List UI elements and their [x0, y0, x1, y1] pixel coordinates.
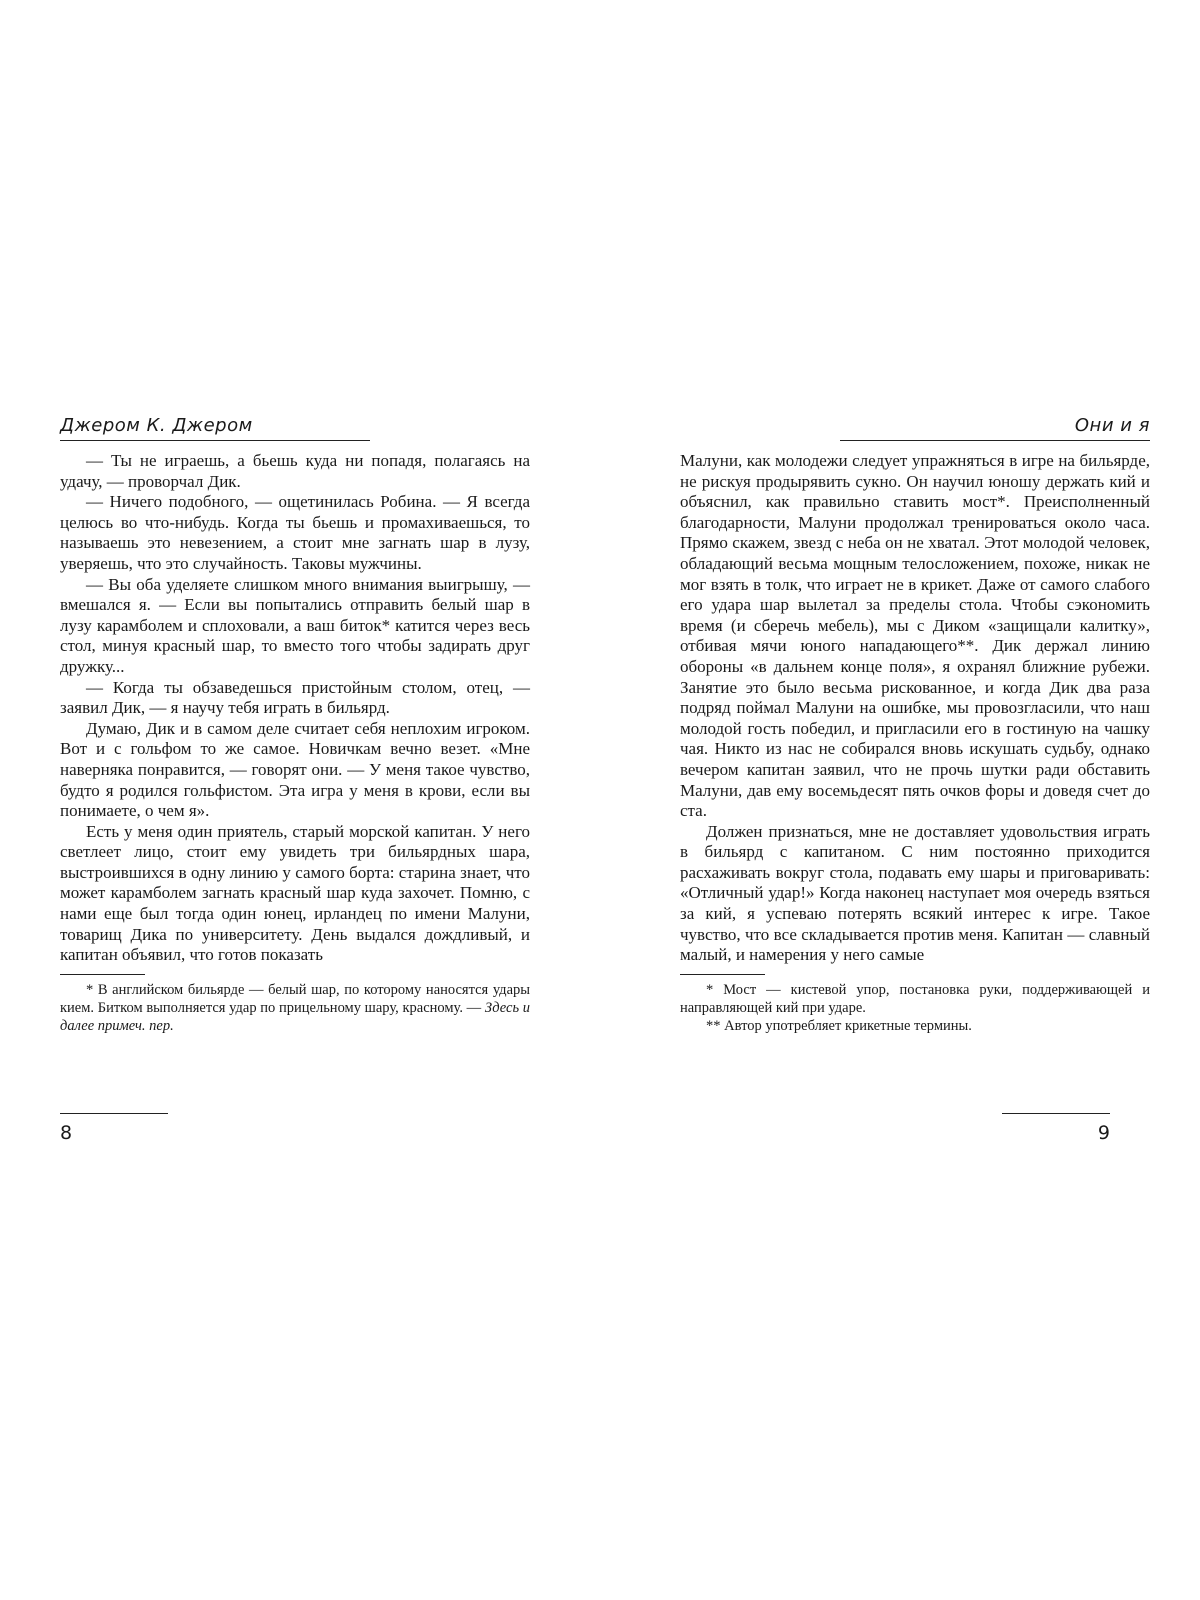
- body-text: [680, 451, 1150, 966]
- footnote-text: * В английском бильярде — белый шар, по которому наносятся удары кием. Битком выполняется удар по прицельному шару, красному. —: [60, 981, 530, 1016]
- paragraph: — Вы оба уделяете слишком много внимания выигрышу, — вмешался я. — Если вы попытались отправить белый шар в лузу карамболем и сплоховали, а ваш биток* катится через весь стол, минуя красный шар, то вместо того чтобы задирать друг дружку...: [60, 574, 530, 676]
- footer-rule: [1002, 1113, 1110, 1114]
- footnotes: [60, 981, 530, 1035]
- footnote: * Мост — кистевой упор, постановка руки, поддерживающей и направляющей кий при ударе.: [680, 981, 1150, 1016]
- footnote-rule: [60, 974, 145, 975]
- header-rule: [60, 440, 370, 441]
- footnote: ** Автор употребляет крикетные термины.: [706, 1017, 972, 1034]
- paragraph: Должен признаться, мне не доставляет удовольствия играть в бильярд с капитаном. С ним постоянно приходится расхаживать вокруг стола, подавать ему шары и приговаривать: «Отличный удар!» Когда наконец наступает моя очередь взяться за кий, я успеваю потерять всякий интерес к игре. Такое чувство, что все складывается против меня. Капитан — славный малый, и намерения у него самые: [680, 821, 1150, 965]
- paragraph: Думаю, Дик и в самом деле считает себя неплохим игроком. Вот и с гольфом то же самое. Новичкам вечно везет. «Мне наверняка понравится, — говорят они. — У меня такое чувство, будто я родился гольфистом. Эта игра у меня в крови, если вы понимаете, о чем я».: [60, 718, 530, 821]
- body-text: [60, 451, 530, 966]
- page-number: 8: [60, 1122, 73, 1144]
- footnotes: [680, 981, 1150, 1035]
- footnote-rule: [680, 974, 765, 975]
- running-head-title: Они и я: [1074, 415, 1150, 436]
- footnote-editor-note: Здесь и далее примеч. пер.: [60, 999, 530, 1034]
- running-head-author: Джером К. Джером: [60, 415, 253, 436]
- paragraph: Есть у меня один приятель, старый морской капитан. У него светлеет лицо, стоит ему увидеть три бильярдных шара, выстроившихся в одну линию у самого борта: старина знает, что может карамболем загнать красный шар куда захочет. Помню, с нами еще был тогда один юнец, ирландец по имени Малуни, товарищ Дика по университету. День выдался дождливый, и капитан объявил, что готов показать: [60, 821, 530, 965]
- right-page: [680, 415, 1150, 1035]
- left-page: [60, 415, 530, 1035]
- paragraph: — Ничего подобного, — ощетинилась Робина. — Я всегда целюсь во что-нибудь. Когда ты бьешь и промахиваешься, то называешь это невезением, а стоит мне загнать шар в лузу, уверяешь, что это случайность. Таковы мужчины.: [60, 492, 530, 573]
- footnote: [60, 981, 530, 1035]
- page-number: 9: [1097, 1122, 1110, 1144]
- footer-rule: [60, 1113, 168, 1114]
- paragraph: — Когда ты обзаведешься пристойным столом, отец, — заявил Дик, — я научу тебя играть в бильярд.: [60, 677, 530, 718]
- paragraph: Малуни, как молодежи следует упражняться в игре на бильярде, не рискуя продырявить сукно. Он научил юношу держать кий и объяснил, как правильно ставить мост*. Преисполненный благодарности, Малуни продолжал тренироваться около часа. Прямо скажем, звезд с неба он не хватал. Этот молодой человек, обладающий весьма мощным телосложением, похоже, никак не мог взять в толк, что играет не в крикет. Даже от самого слабого его удара шар вылетал за пределы стола. Чтобы сэкономить время (и сберечь мебель), мы с Диком «защищали калитку», отбивая мячи юного нападающего**. Дик держал линию обороны «в дальнем конце поля», я охранял ближние рубежи. Занятие это было весьма рискованное, и когда Дик два раза подряд поймал Малуни на ошибке, мы провозгласили, что наш молодой гость победил, и пригласили его в гостиную на чашку чая. Никто из нас не собирался вновь искушать судьбу, однако вечером капитан заявил, что не прочь шутки ради обставить Малуни, дав ему восемьдесят пять очков форы и доведя счет до ста.: [680, 451, 1150, 821]
- header-rule: [840, 440, 1150, 441]
- paragraph: — Ты не играешь, а бьешь куда ни попадя, полагаясь на удачу, — проворчал Дик.: [60, 451, 530, 491]
